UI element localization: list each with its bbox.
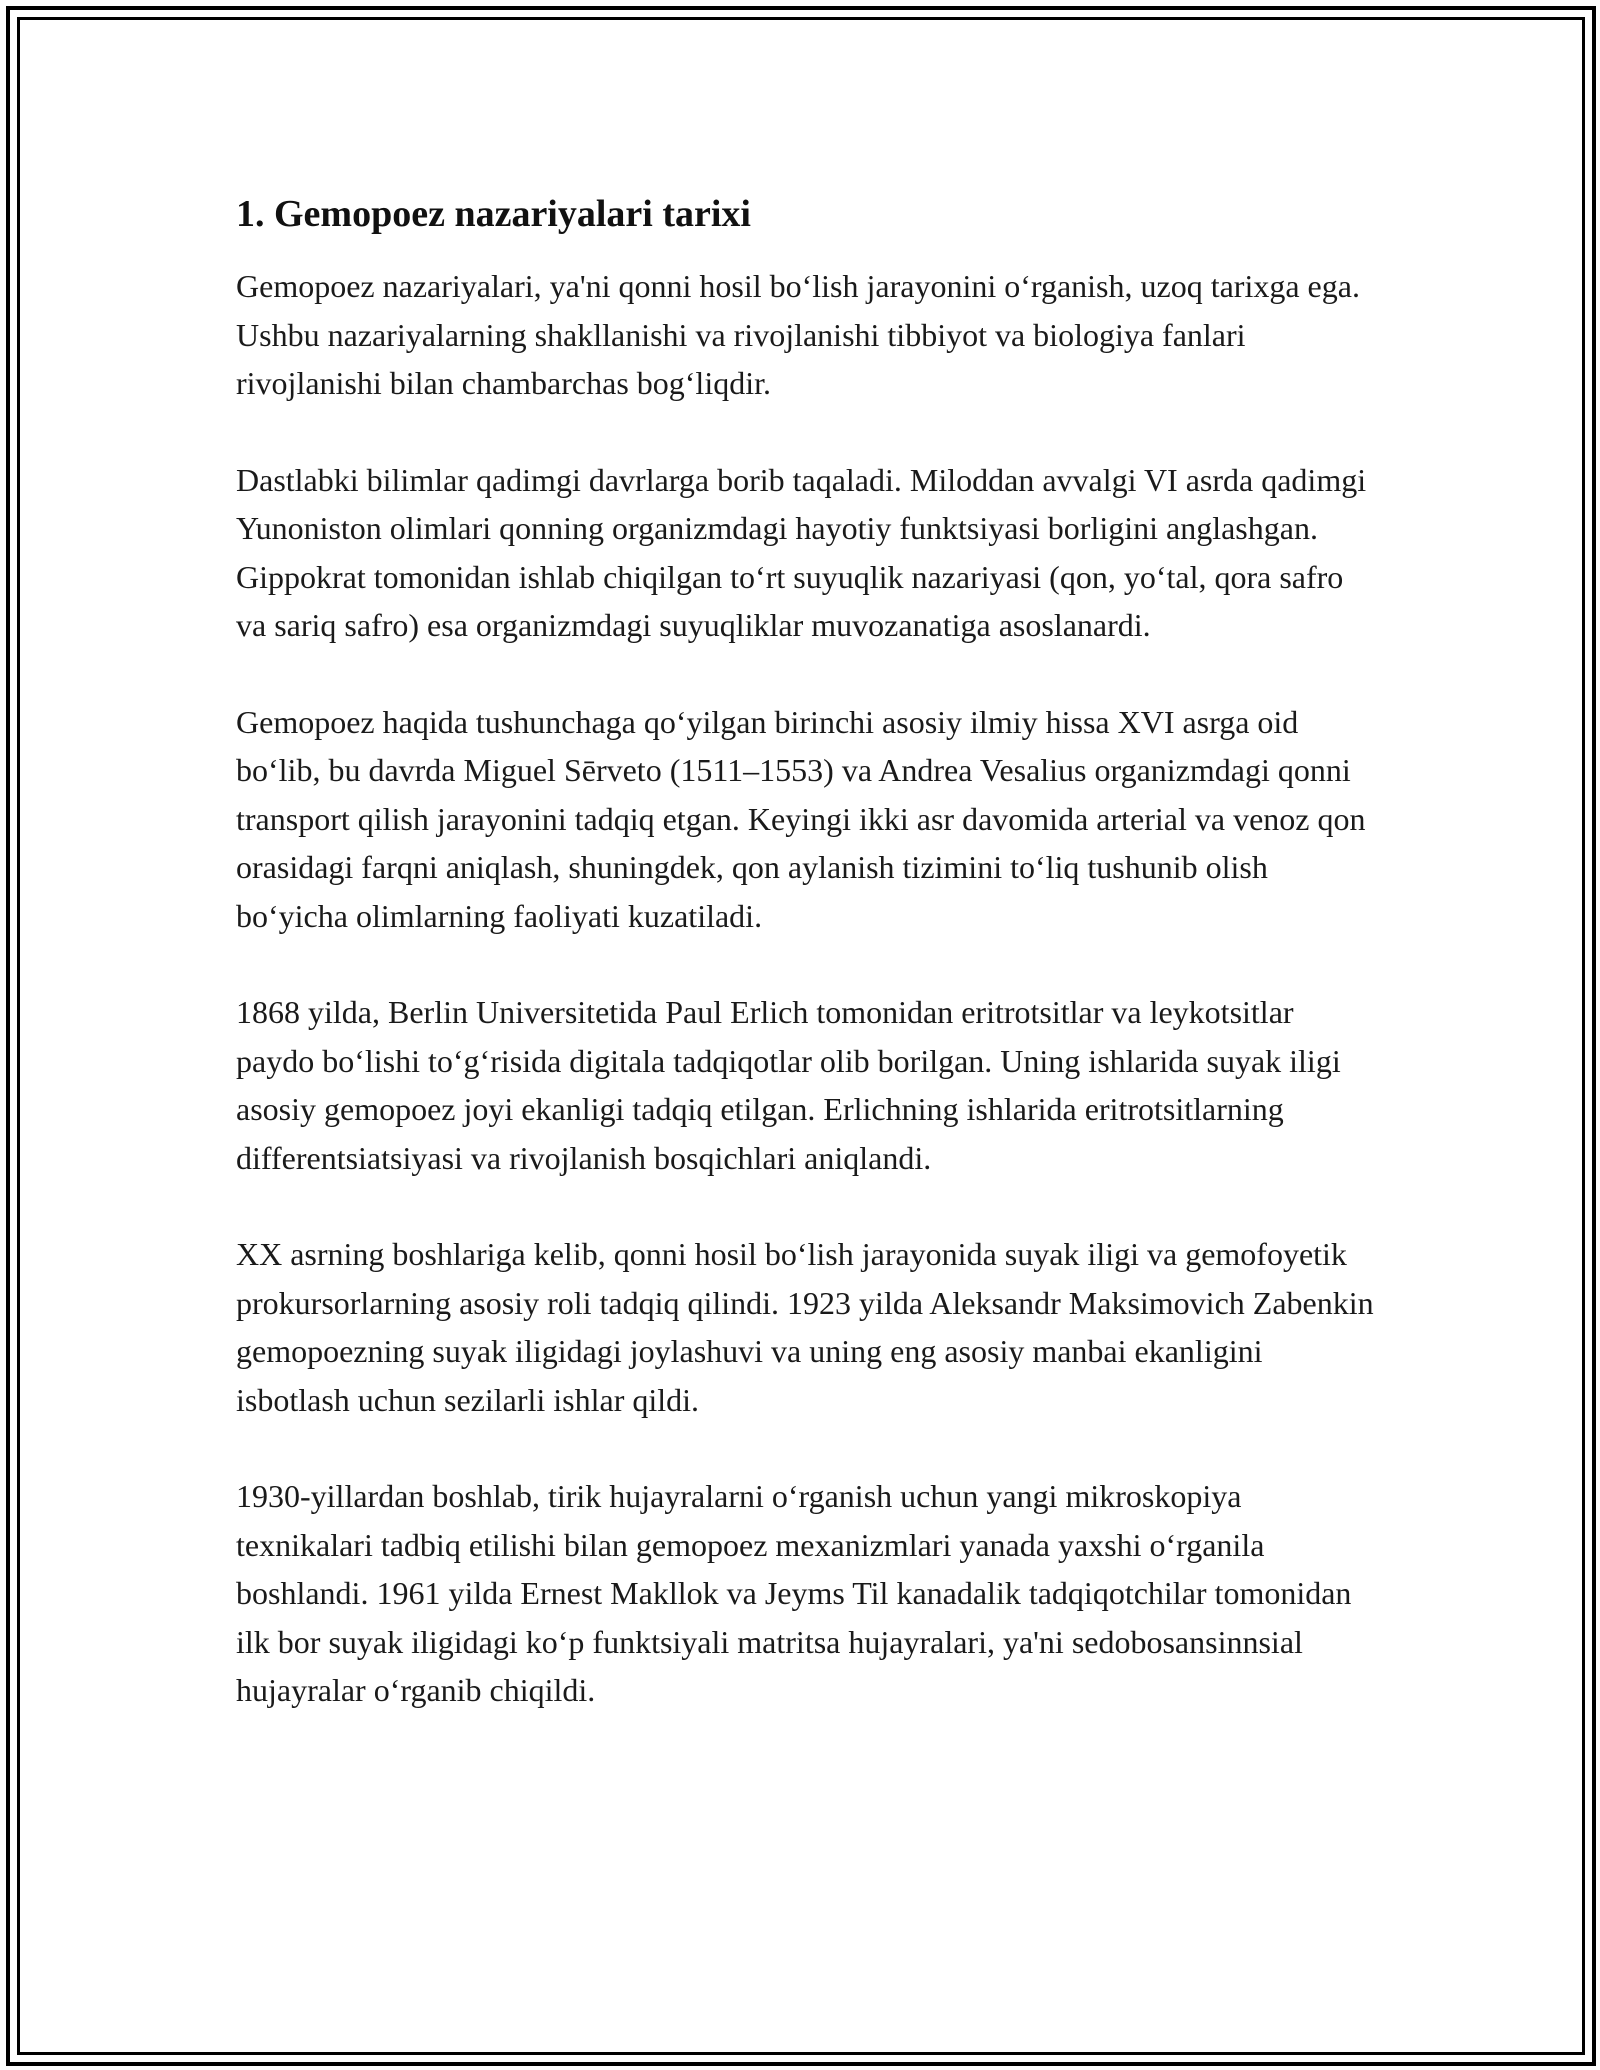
paragraph-1868: 1868 yilda, Berlin Universitetida Paul Erlich tomonidan eritrotsitlar va leykotsitlar paydo bo‘lishi to‘g‘risida digitala tadqiqotlar olib borilgan. Uning ishlarida suyak iligi asosiy gemopoez joyi ekanligi tadqiq etilgan. Erlichning ishlarida eritrotsitlarning differentsiatsiyasi va rivojlanish bosqichlari aniqlandi. — [236, 994, 1341, 1176]
paragraph-intro: Gemopoez nazariyalari, ya'ni qonni hosil bo‘lish jarayonini o‘rganish, uzoq tarixga ega. Ushbu nazariyalarning shakllanishi va rivojlanishi tibbiyot va biologiya fanlari rivojlanishi bilan chambarchas bog‘liqdir. — [236, 268, 1360, 401]
paragraph-1930s: 1930-yillardan boshlab, tirik hujayralarni o‘rganish uchun yangi mikroskopiya texnikalari tadbiq etilishi bilan gemopoez mexanizmlari yanada yaxshi o‘rganila boshlandi. 1961 yilda Ernest Makllok va Jeyms Til kanadalik tadqiqotchilar tomonidan ilk bor suyak iligidagi ko‘p funktsiyali matritsa hujayralari, ya'ni sedobosansinnsial hujayralar o‘rganib chiqildi. — [236, 1478, 1352, 1708]
paragraph-20th-century: XX asrning boshlariga kelib, qonni hosil bo‘lish jarayonida suyak iligi va gemofoyetik prokursorlarning asosiy roli tadqiq qilindi. 1923 yilda Aleksandr Maksimovich Zabenkin gemopoezning suyak iligidagi joylashuvi va uning eng asosiy manbai ekanligini isbotlash uchun sezilarli ishlar qildi. — [236, 1236, 1374, 1418]
document-body — [236, 186, 1376, 1763]
paragraph-ancient: Dastlabki bilimlar qadimgi davrlarga borib taqaladi. Miloddan avvalgi VI asrda qadimgi Yunoniston olimlari qonning organizmdagi hayotiy funktsiyasi borligini anglashgan. Gippokrat tomonidan ishlab chiqilgan to‘rt suyuqlik nazariyasi (qon, yo‘tal, qora safro va sariq safro) esa organizmdagi suyuqliklar muvozanatiga asoslanardi. — [236, 461, 1367, 643]
paragraph-16th-century: Gemopoez haqida tushunchaga qo‘yilgan birinchi asosiy ilmiy hissa XVI asrga oid bo‘lib, bu davrda Miguel Sērveto (1511–1553) va Andrea Vesalius organizmdagi qonni transport qilish jarayonini tadqiq etgan. Keyingi ikki asr davomida arterial va venoz qon orasidagi farqni aniqlash, shuningdek, qon aylanish tizimini to‘liq tushunib olish bo‘yicha olimlarning faoliyati kuzatiladi. — [236, 703, 1366, 934]
section-title: 1. Gemopoez nazariyalari tarixi — [236, 193, 751, 235]
